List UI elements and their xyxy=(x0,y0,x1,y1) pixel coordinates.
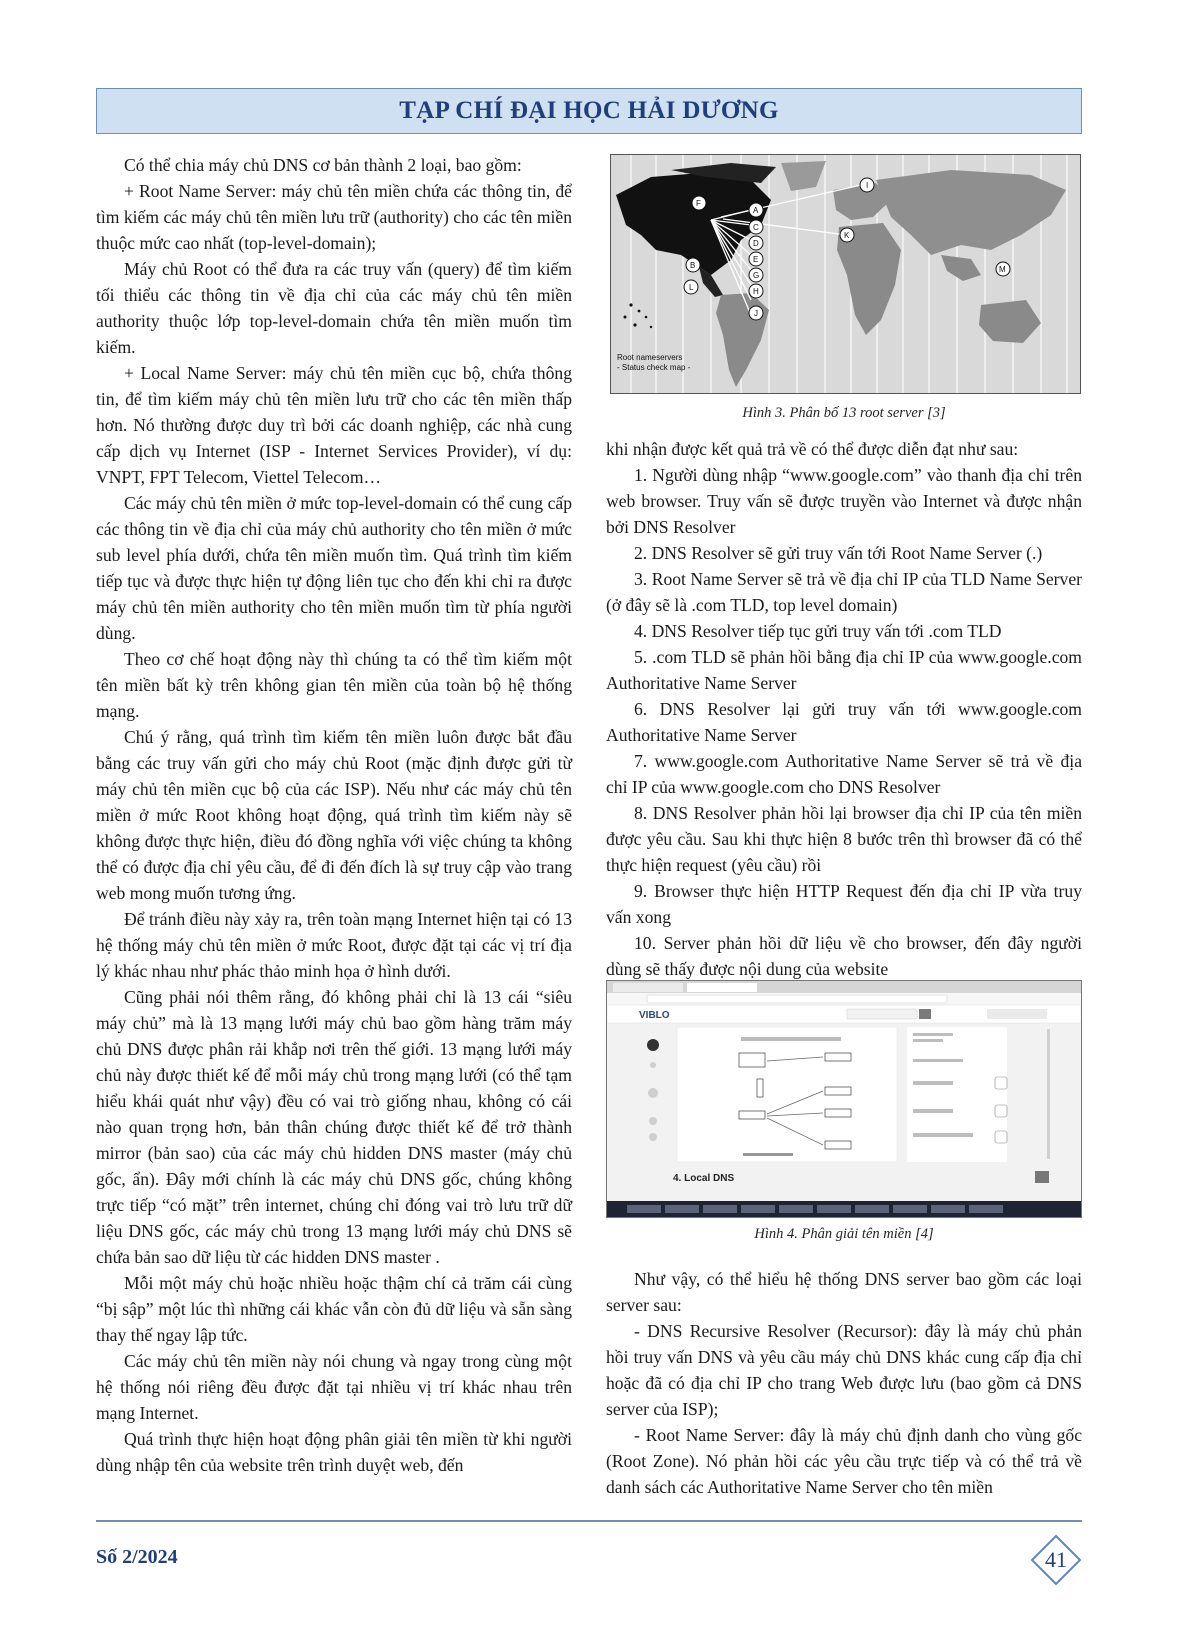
paragraph: Quá trình thực hiện hoạt động phân giải tên miền từ khi người dùng nhập tên của website trên trình duyệt web, đến xyxy=(96,1429,572,1475)
server-label-c: C xyxy=(753,223,759,232)
viblo-logo: VIBLO xyxy=(639,1010,670,1021)
paragraph: Các máy chủ tên miền ở mức top-level-domain có thể cung cấp các thông tin về địa chỉ của máy chủ authority cho tên miền ở mức sub level phía dưới, chứa tên miền muốn tìm. Quá trình tìm kiếm tiếp tục và được thực hiện tự động liên tục cho đến khi chỉ ra được máy chủ tên miền authority cho tên miền muốn tìm từ phía người dùng. xyxy=(96,493,572,643)
server-label-k: K xyxy=(844,231,850,240)
root-server-map-figure xyxy=(610,154,1081,394)
server-label-m: M xyxy=(999,265,1006,274)
figure4-caption: Hình 4. Phân giải tên miền [4] xyxy=(754,1226,934,1242)
browser-screenshot-image xyxy=(607,981,1081,1217)
map-legend-subtitle: - Status check map - xyxy=(617,363,691,372)
server-label-l: L xyxy=(689,283,694,292)
paragraph: 8. DNS Resolver phản hồi lại browser địa chỉ IP của tên miền được yêu cầu. Sau khi thực hiện 8 bước trên thì browser đã có thể thực hiện request (yêu cầu) rồi xyxy=(606,803,1082,875)
paragraph: Mỗi một máy chủ hoặc nhiều hoặc thậm chí cả trăm cái cùng “bị sập” một lúc thì những cái khác vẫn còn đủ dữ liệu và sẵn sàng thay thế ngay lập tức. xyxy=(96,1273,572,1345)
right-column-top xyxy=(606,436,1082,982)
world-map-image xyxy=(611,155,1080,393)
figure3-caption: Hình 3. Phân bố 13 root server [3] xyxy=(742,405,946,421)
page-number-badge xyxy=(1030,1534,1082,1586)
paragraph: 4. DNS Resolver tiếp tục gửi truy vấn tới .com TLD xyxy=(634,621,1002,641)
issue-number: Số 2/2024 xyxy=(96,1546,178,1568)
paragraph: Như vậy, có thể hiểu hệ thống DNS server bao gồm các loại server sau: xyxy=(606,1269,1082,1315)
right-column-bottom xyxy=(606,1266,1082,1500)
paragraph: 9. Browser thực hiện HTTP Request đến địa chỉ IP vừa truy vấn xong xyxy=(606,881,1082,927)
left-column xyxy=(96,152,572,1478)
server-label-f: F xyxy=(696,199,701,208)
paragraph: 7. www.google.com Authoritative Name Server sẽ trả về địa chỉ IP của www.google.com cho DNS Resolver xyxy=(606,751,1082,797)
page-number: 41 xyxy=(1045,1547,1067,1572)
journal-title: TẠP CHÍ ĐẠI HỌC HẢI DƯƠNG xyxy=(399,97,779,124)
paragraph: Để tránh điều này xảy ra, trên toàn mạng Internet hiện tại có 13 hệ thống máy chủ tên miền ở mức Root, được đặt tại các vị trí địa lý khác nhau như phác thảo minh họa ở hình dưới. xyxy=(96,909,572,981)
paragraph: + Local Name Server: máy chủ tên miền cục bộ, chứa thông tin, để tìm kiếm máy chủ tên miền lưu trữ cho các tên miền thấp hơn. Nó thường được duy trì bởi các doanh nghiệp, các nhà cung cấp dịch vụ Internet (ISP - Internet Services Provider), ví dụ: VNPT, FPT Telecom, Viettel Telecom… xyxy=(96,363,572,487)
map-legend-title: Root nameservers xyxy=(617,353,683,362)
paragraph: 10. Server phản hồi dữ liệu về cho browser, đến đây người dùng sẽ thấy được nội dung của website xyxy=(606,933,1082,979)
footer-divider xyxy=(96,1520,1082,1522)
paragraph: Các máy chủ tên miền này nói chung và ngay trong cùng một hệ thống nói riêng đều được đặt tại nhiều vị trí khác nhau trên mạng Internet. xyxy=(96,1351,572,1423)
paragraph: Máy chủ Root có thể đưa ra các truy vấn (query) để tìm kiếm tối thiểu các thông tin về địa chỉ của các máy chủ tên miền authority thuộc lớp top-level-domain chứa tên miền muốn tìm kiếm. xyxy=(96,259,572,357)
paragraph: 2. DNS Resolver sẽ gửi truy vấn tới Root Name Server (.) xyxy=(634,543,1043,563)
paragraph: 6. DNS Resolver lại gửi truy vấn tới www.google.com Authoritative Name Server xyxy=(606,699,1082,745)
paragraph: - Root Name Server: đây là máy chủ định danh cho vùng gốc (Root Zone). Nó phản hồi các yêu cầu trực tiếp và có thể trả về danh sách các Authoritative Name Server cho tên miền xyxy=(606,1425,1082,1497)
paragraph: Chú ý rằng, quá trình tìm kiếm tên miền luôn được bắt đầu bằng các truy vấn gửi cho máy chủ Root (mặc định được gửi từ máy chủ tên miền cục bộ của các ISP). Nếu như các máy chủ tên miền ở mức Root không hoạt động, quá trình tìm kiếm này sẽ không được thực hiện, điều đó đồng nghĩa với việc chúng ta không thể có được địa chỉ yêu cầu, để đi đến đích là sự truy cập vào trang web mong muốn tương ứng. xyxy=(96,727,572,903)
paragraph: Cũng phải nói thêm rằng, đó không phải chỉ là 13 cái “siêu máy chủ” mà là 13 mạng lưới máy chủ bao gồm hàng trăm máy chủ DNS được phân rải khắp nơi trên thế giới. 13 mạng lưới máy chủ này được thiết kế để mỗi máy chủ trong mạng lưới (có thể tạm hiểu khái quát như vậy) đều có vai trò giống nhau, không có cái nào quan trọng hơn, bản thân chúng được thiết kế để trở thành mirror (bản sao) của các máy chủ hidden DNS master (máy chủ gốc, ẩn). Đây mới chính là các máy chủ DNS gốc, chúng không trực tiếp “có mặt” trên internet, chúng chỉ đóng vai trò lưu trữ dữ liệu DNS gốc, các máy chủ trong 13 mạng lưới máy chủ DNS sẽ chứa bản sao dữ liệu từ các hidden DNS master . xyxy=(96,987,572,1267)
dns-resolution-figure xyxy=(606,980,1082,1218)
paragraph: Theo cơ chế hoạt động này thì chúng ta có thể tìm kiếm một tên miền bất kỳ trên không gian tên miền của toàn bộ hệ thống mạng. xyxy=(96,649,572,721)
paragraph: Có thể chia máy chủ DNS cơ bản thành 2 loại, bao gồm: xyxy=(124,155,522,175)
paragraph: - DNS Recursive Resolver (Recursor): đây là máy chủ phản hồi truy vấn DNS và yêu cầu máy chủ DNS khác cung cấp địa chỉ hoặc đã có địa chỉ IP cho trang Web được lưu (bao gồm cả DNS server của ISP); xyxy=(606,1321,1082,1419)
server-label-i: I xyxy=(866,181,869,190)
server-label-j: J xyxy=(754,309,758,318)
paragraph: 3. Root Name Server sẽ trả về địa chỉ IP của TLD Name Server (ở đây sẽ là .com TLD, top level domain) xyxy=(606,569,1082,615)
server-label-b: B xyxy=(690,261,696,270)
journal-header xyxy=(96,88,1082,134)
server-label-d: D xyxy=(753,239,759,248)
paragraph: 5. .com TLD sẽ phản hồi bằng địa chỉ IP của www.google.com Authoritative Name Server xyxy=(606,647,1082,693)
server-label-e: E xyxy=(753,255,759,264)
paragraph: khi nhận được kết quả trả về có thể được diễn đạt như sau: xyxy=(606,439,1019,459)
server-label-g: G xyxy=(753,271,760,280)
server-label-a: A xyxy=(753,206,759,215)
paragraph: 1. Người dùng nhập “www.google.com” vào thanh địa chỉ trên web browser. Truy vấn sẽ được truyền vào Internet và được nhận bởi DNS Resolver xyxy=(606,465,1082,537)
paragraph: + Root Name Server: máy chủ tên miền chứa các thông tin, để tìm kiếm các máy chủ tên miền lưu trữ (authority) cho các tên miền thuộc mức cao nhất (top-level-domain); xyxy=(96,181,572,253)
local-dns-heading: 4. Local DNS xyxy=(673,1173,735,1184)
server-label-h: H xyxy=(753,287,759,296)
